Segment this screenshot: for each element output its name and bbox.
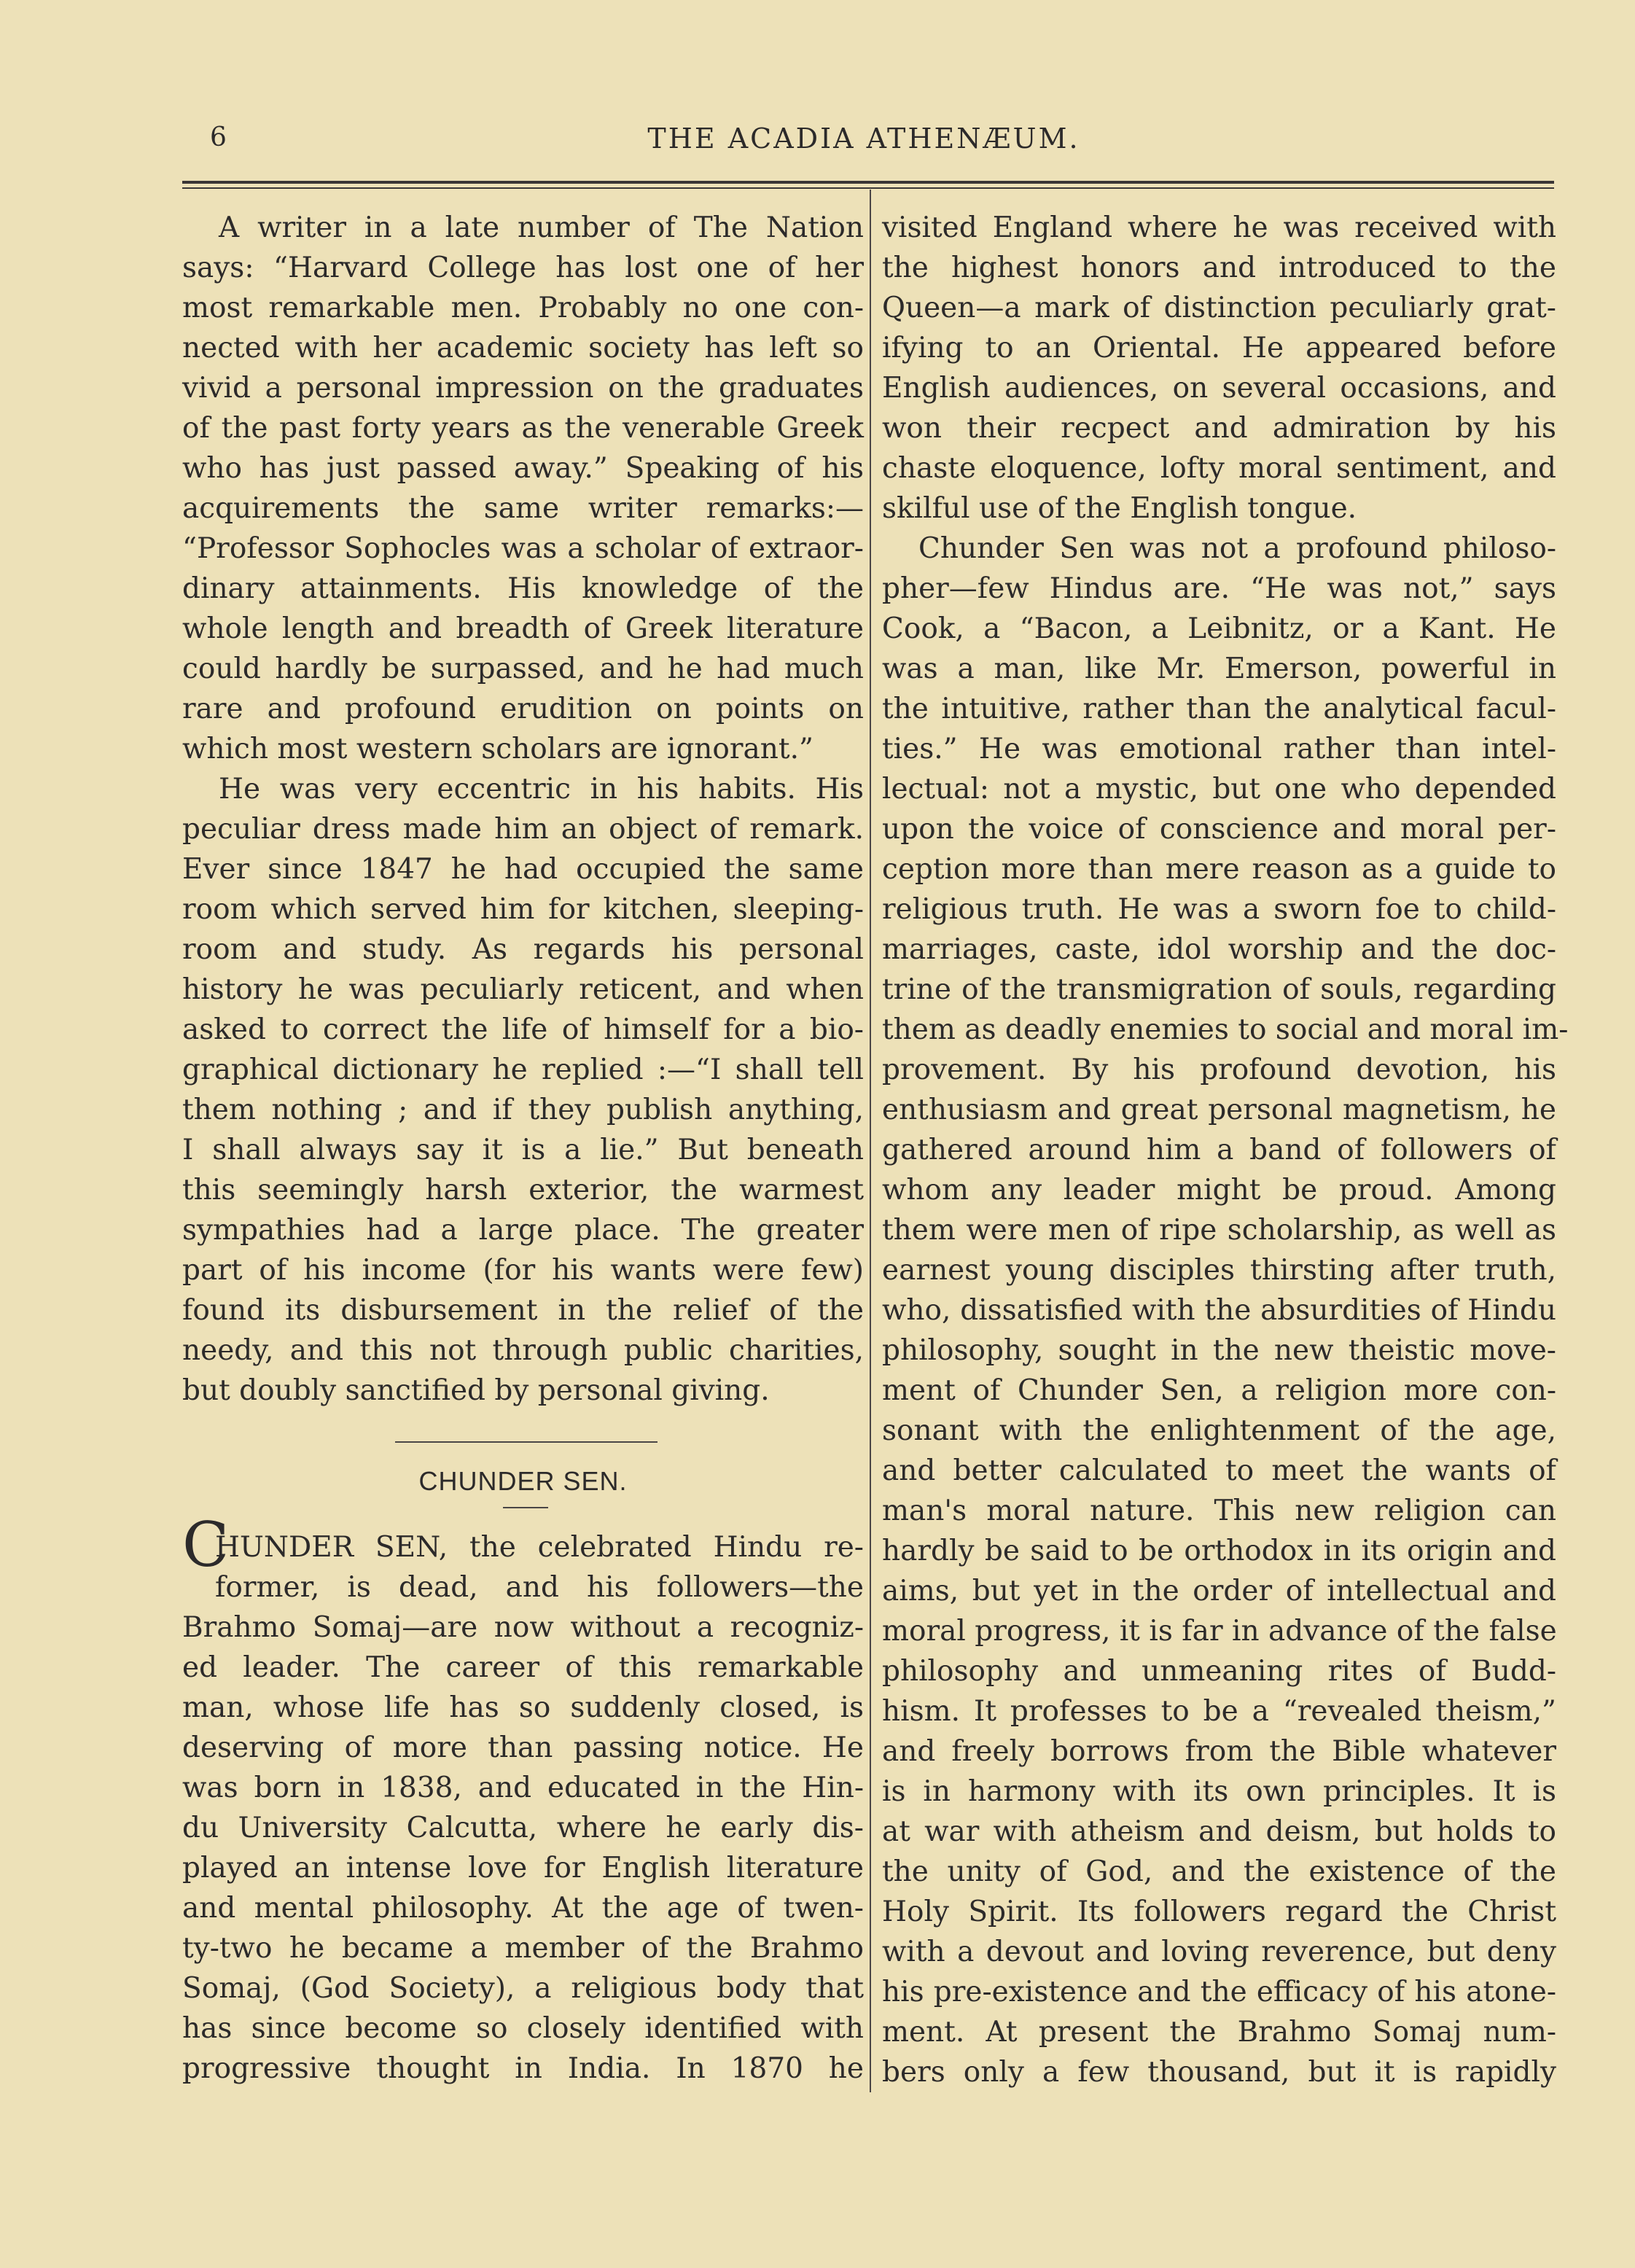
text-line: ties.” He was emotional rather than intel- [882,733,1556,765]
left-column [182,208,864,2089]
text-line: ed leader. The career of this remarkable [182,1651,864,1684]
text-line: man, whose life has so suddenly closed, is [182,1691,864,1724]
text-line: rare and profound erudition on points on [182,693,864,725]
text-line: dinary attainments. His knowledge of the [182,572,864,605]
text-line: enthusiasm and great personal magnetism, he [882,1094,1556,1126]
text-line: upon the voice of conscience and moral per- [882,813,1556,846]
text-line: is in harmony with its own principles. It is [882,1775,1556,1808]
text-line: Brahmo Somaj—are now without a recogniz- [182,1611,864,1644]
text-line: whole length and breadth of Greek literature [182,612,864,645]
section-title: CHUNDER SEN. [418,1466,628,1496]
text-line: and freely borrows from the Bible whatever [882,1735,1556,1768]
paragraph-brahmo-somaj [882,529,1569,2092]
text-line: A writer in a late number of The Nation [219,211,864,244]
text-line: vivid a personal impression on the graduates [182,372,864,405]
text-line: of the past forty years as the venerable Greek [182,412,864,445]
text-line: English audiences, on several occasions, and [882,372,1556,405]
text-line: hardly be said to be orthodox in its origin and [882,1535,1556,1567]
text-line: progressive thought in India. In 1870 he [182,2052,864,2085]
paragraph-chunder-sen-intro [182,1509,864,2089]
text-line: the intuitive, rather than the analytical facul- [882,693,1556,725]
text-line: philosophy, sought in the new theistic move- [882,1334,1556,1367]
text-line: lectual: not a mystic, but one who depended [882,773,1556,806]
text-line: played an intense love for English literature [182,1852,864,1885]
text-line: the highest honors and introduced to the [882,252,1556,284]
paragraph-sophocles-habits [182,769,864,1411]
text-line: bers only a few thousand, but it is rapidly [882,2056,1556,2089]
text-line: and better calculated to meet the wants of [882,1454,1556,1487]
text-line: moral progress, it is far in advance of the false [882,1615,1557,1648]
text-line: but doubly sanctified by personal giving. [182,1374,770,1407]
text-line: with a devout and loving reverence, but deny [882,1936,1556,1968]
text-line: deserving of more than passing notice. He [182,1731,864,1764]
text-line: Ever since 1847 he had occupied the same [182,853,864,886]
column-divider [870,190,871,2092]
text-line: du University Calcutta, where he early dis- [182,1812,864,1844]
text-line: Cook, a “Bacon, a Leibnitz, or a Kant. He [882,612,1556,645]
text-line: peculiar dress made him an object of remark. [182,813,864,846]
text-line: Chunder Sen was not a profound philoso- [918,532,1556,565]
text-line: says: “Harvard College has lost one of her [182,252,864,284]
text-line: ment of Chunder Sen, a religion more con- [882,1374,1556,1407]
text-line: philosophy and unmeaning rites of Budd- [882,1655,1556,1688]
text-line: has since become so closely identified with [182,2012,864,2045]
text-line: graphical dictionary he replied :—“I shall tell [182,1053,864,1086]
right-column [882,208,1569,2092]
text-line: man's moral nature. This new religion can [882,1495,1556,1527]
text-line: room and study. As regards his personal [182,933,864,966]
text-line: visited England where he was received with [882,211,1556,244]
text-line: ception more than mere reason as a guide to [882,853,1556,886]
text-line: them as deadly enemies to social and moral im- [882,1013,1569,1046]
text-line: part of his income (for his wants were few) [182,1254,864,1287]
text-line: aims, but yet in the order of intellectual and [882,1575,1556,1608]
text-line: hism. It professes to be a “revealed theism,” [882,1695,1556,1728]
text-line: nected with her academic society has left so [182,332,864,365]
text-line: trine of the transmigration of souls, regarding [882,973,1556,1006]
text-line: the unity of God, and the existence of the [882,1855,1556,1888]
text-line: acquirements the same writer remarks:— [182,492,864,525]
text-line: I shall always say it is a lie.” But beneath [182,1134,864,1166]
text-line: who has just passed away.” Speaking of his [182,452,864,485]
page-number: 6 [210,122,227,152]
drop-cap: C [182,1509,230,1581]
text-line: found its disbursement in the relief of the [182,1294,864,1327]
text-line: provement. By his profound devotion, his [882,1053,1556,1086]
text-line: whom any leader might be proud. Among [882,1174,1556,1207]
running-title: THE ACADIA ATHENÆUM. [647,122,1080,155]
text-line: could hardly be surpassed, and he had much [182,652,864,685]
text-line: earnest young disciples thirsting after truth, [882,1254,1556,1287]
header-rule [182,181,1554,184]
text-line: asked to correct the life of himself for a bio- [182,1013,864,1046]
text-line: who, dissatisfied with the absurdities of Hindu [882,1294,1556,1327]
text-line: sonant with the enlightenment of the age, [882,1414,1556,1447]
text-line: and mental philosophy. At the age of twen- [182,1892,864,1925]
text-line: room which served him for kitchen, sleeping- [182,893,864,926]
text-line: HUNDER SEN, the celebrated Hindu re- [215,1531,864,1564]
text-line: was a man, like Mr. Emerson, powerful in [882,652,1556,685]
text-line: ment. At present the Brahmo Somaj num- [882,2016,1556,2049]
text-line: Holy Spirit. Its followers regard the Christ [882,1895,1556,1928]
text-line: most remarkable men. Probably no one con- [182,292,864,324]
text-line: won their recpect and admiration by his [882,412,1556,445]
text-line: them nothing ; and if they publish anything, [182,1094,864,1126]
text-line: history he was peculiarly reticent, and when [182,973,864,1006]
text-line: marriages, caste, idol worship and the doc- [882,933,1556,966]
paragraph-england-visit [882,208,1556,529]
text-line: former, is dead, and his followers—the [215,1571,864,1604]
text-line: chaste eloquence, lofty moral sentiment, and [882,452,1556,485]
text-line: sympathies had a large place. The greater [182,1214,864,1247]
text-line: at war with atheism and deism, but holds to [882,1815,1556,1848]
text-line: religious truth. He was a sworn foe to child- [882,893,1556,926]
text-line: pher—few Hindus are. “He was not,” says [882,572,1556,605]
section-divider [395,1441,657,1443]
page-header [175,122,1553,159]
text-line: was born in 1838, and educated in the Hin- [182,1772,864,1804]
text-line: which most western scholars are ignorant.” [182,733,813,765]
text-line: Queen—a mark of distinction peculiarly grat- [882,292,1556,324]
header-rule-thin [182,187,1554,189]
text-line: Somaj, (God Society), a religious body that [182,1972,864,2005]
text-line: skilful use of the English tongue. [882,492,1357,525]
text-line: them were men of ripe scholarship, as well as [882,1214,1556,1247]
text-line: needy, and this not through public charities, [182,1334,864,1367]
text-line: his pre-existence and the efficacy of his atone- [882,1976,1556,2008]
paragraph-sophocles-quote [182,208,864,769]
text-line: ty-two he became a member of the Brahmo [182,1932,864,1965]
text-line: gathered around him a band of followers of [882,1134,1556,1166]
text-line: this seemingly harsh exterior, the warmest [182,1174,864,1207]
text-line: ifying to an Oriental. He appeared before [882,332,1556,365]
text-line: He was very eccentric in his habits. His [219,773,864,806]
text-line: “Professor Sophocles was a scholar of extraor- [182,532,864,565]
